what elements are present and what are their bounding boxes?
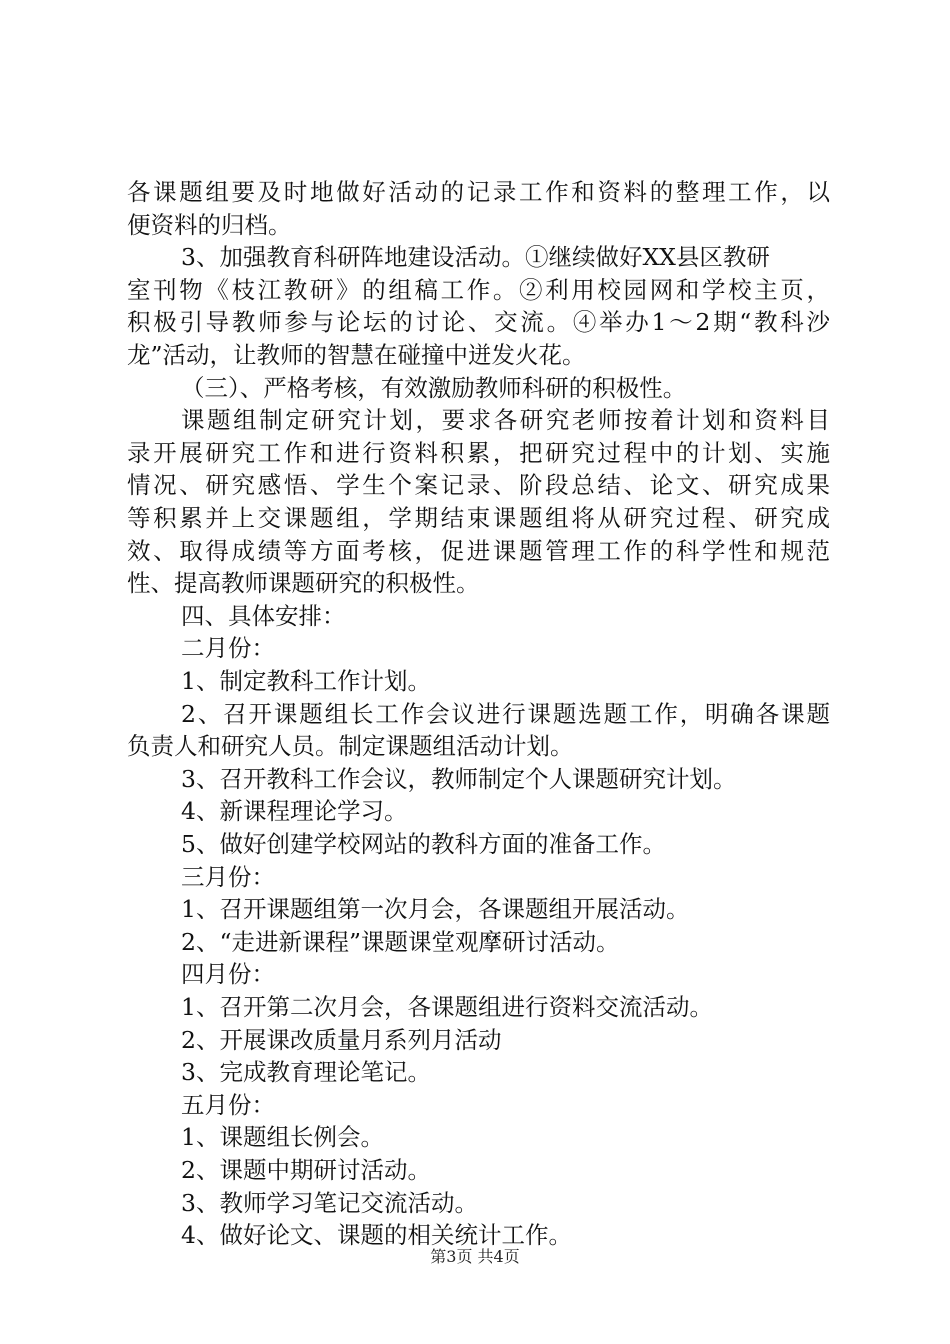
page-footer: 第3页 共4页 xyxy=(430,1247,520,1266)
text-line: 1、课题组长例会。 xyxy=(181,1123,384,1151)
text-line: 情况、研究感悟、学生个案记录、阶段总结、论文、研究成果 xyxy=(127,471,830,499)
text-line: 5、做好创建学校网站的教科方面的准备工作。 xyxy=(181,830,666,858)
text-line: 负责人和研究人员。制定课题组活动计划。 xyxy=(127,732,574,760)
text-line: 2、“走进新课程”课题课堂观摩研讨活动。 xyxy=(181,928,620,956)
text-line: 2、课题中期研讨活动。 xyxy=(181,1156,431,1184)
text-line: 3、召开教科工作会议，教师制定个人课题研究计划。 xyxy=(181,765,737,793)
text-line: 三月份： xyxy=(181,863,275,891)
text-line: 录开展研究工作和进行资料积累，把研究过程中的计划、实施 xyxy=(127,439,830,467)
text-line: 效、取得成绩等方面考核，促进课题管理工作的科学性和规范 xyxy=(127,537,830,565)
text-line: 1、召开课题组第一次月会，各课题组开展活动。 xyxy=(181,895,690,923)
text-line: 二月份： xyxy=(181,634,275,662)
text-line: 2、召开课题组长工作会议进行课题选题工作，明确各课题 xyxy=(181,700,830,728)
text-line: 1、制定教科工作计划。 xyxy=(181,667,431,695)
text-line: 各课题组要及时地做好活动的记录工作和资料的整理工作，以 xyxy=(127,178,830,206)
text-line: 3、加强教育科研阵地建设活动。①继续做好XX县区教研 xyxy=(181,243,770,271)
text-line: 4、做好论文、课题的相关统计工作。 xyxy=(181,1221,572,1249)
text-line: 2、开展课改质量月系列月活动 xyxy=(181,1026,502,1054)
text-line: 等积累并上交课题组，学期结束课题组将从研究过程、研究成 xyxy=(127,504,830,532)
text-line: 积极引导教师参与论坛的讨论、交流。④举办1～2期“教科沙 xyxy=(127,308,830,336)
text-line: （三）、严格考核，有效激励教师科研的积极性。 xyxy=(181,374,687,402)
text-line: 性、提高教师课题研究的积极性。 xyxy=(127,569,480,597)
text-line: 4、新课程理论学习。 xyxy=(181,797,408,825)
text-line: 课题组制定研究计划，要求各研究老师按着计划和资料目 xyxy=(181,406,830,434)
text-line: 龙”活动，让教师的智慧在碰撞中迸发火花。 xyxy=(127,341,586,369)
text-line: 四、具体安排： xyxy=(181,602,346,630)
text-line: 四月份： xyxy=(181,960,275,988)
text-line: 室刊物《枝江教研》的组稿工作。②利用校园网和学校主页， xyxy=(127,276,830,304)
text-line: 1、召开第二次月会，各课题组进行资料交流活动。 xyxy=(181,993,713,1021)
text-line: 3、完成教育理论笔记。 xyxy=(181,1058,431,1086)
text-line: 五月份： xyxy=(181,1091,275,1119)
text-line: 3、教师学习笔记交流活动。 xyxy=(181,1189,478,1217)
text-line: 便资料的归档。 xyxy=(127,211,292,239)
